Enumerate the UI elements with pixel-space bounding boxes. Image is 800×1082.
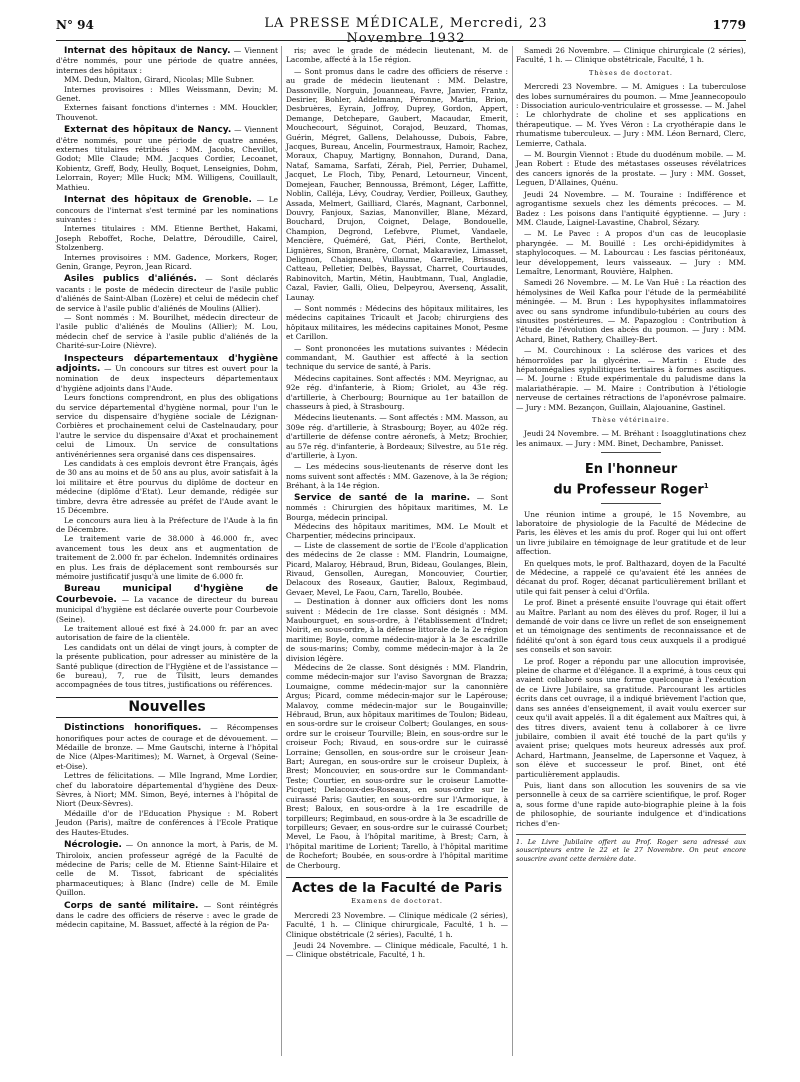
item-text: Le traitement alloué est fixé à 24.000 fr. par an avec autorisation de faire de la clientèle. bbox=[56, 623, 278, 643]
item-paragraph bbox=[286, 493, 508, 522]
paragraph: — Sont promus dans le cadre des officiers de réserve : au grade de médecin lieutenant : MM. Delastre, Dassonville, Norguin, Jouanneau, Favre, Janvier, Frantz, Desirier, Bohler, Addelmann, Péronne, Martin, Brion, Desbruères, Eyrain, Joffroy, Duprey, Gordon, Appert, Demange, Detchepare, Gaubert, Macaudar, Emerit, Mouchecourt, Séguinot, Corajod, Beuzard, Thomas, Guérin, Mégret, Gallens, Delahousse, Dubois, Fabre, Jacques, Bureau, Ancelin, Fourmestraux, Hamoir, Rachez, Moraux, Chapuy, Martigny, Bonnahon, Durand, Dana, Nataf, Samama, Sarfati, Zérah, Piel, Perrier, Duhamel, Jacquet, Le Floch, Tiby, Penard, Letourneur, Vincent, Domejean, Faucher, Bennoussa, Brémont, Léger, Laffitte, Noblin, Calléja, Lévy, Coudray, Verdier, Poilleux, Gauthey, Assada, Melmert, Gailliard, Clarés, Magnant, Carbonnel, Douvry, Fanjoux, Sazias, Manonviller, Blane, Mézard, Bouchard, Drujon, Coignet, Delage, Bondouelle, Champion, Degrond, Lefebvre, Plumet, Vandaele, Mencière, Quéméré, Gat, Piéri, Conte, Berthelot, Lignières, Simon, Branère, Cornat, Makaraviez, Limasset, Delignon, Chaigneau, Vuillaume, Garrelle, Brissaud, Catteau, Pelletier, Delbès, Bayssat, Charret, Courtaudes, Rabinovitch, Martin, Métin, Haubtmann, Tual, Angladie, Cazal, Favier, Galli, Olieu, Delpeyrou, Aversenq, Assalit, Launay. bbox=[286, 66, 508, 302]
news-item bbox=[56, 723, 278, 837]
exam-schedule: Samedi 26 Novembre. — Clinique chirurgicale (2 séries), Faculté, 1 h. — Clinique obstétricale, Faculté, 1 h. bbox=[516, 46, 746, 65]
item-paragraph bbox=[56, 584, 278, 624]
item-paragraph bbox=[56, 624, 278, 643]
column-divider bbox=[281, 46, 282, 1056]
item-text: — Récompenses honorifiques pour actes de courage et de dévouement. — Médaille de bronze. — Mme Gautschi, interne à l'hôpital de Nice (Alpes-Maritimes); M. Warnet, à Orgeval (Seine-et-Oise). bbox=[56, 723, 278, 771]
column-2 bbox=[286, 46, 508, 962]
item-paragraph bbox=[56, 125, 278, 192]
news-item bbox=[56, 584, 278, 689]
thesis-entry: Jeudi 24 Novembre. — M. Bréhant : Isoagglutinations chez les animaux. — Jury : MM. Binet, Dechambre, Panisset. bbox=[516, 429, 746, 448]
page-header bbox=[56, 8, 746, 46]
item-paragraph bbox=[56, 75, 278, 84]
thesis-entry: — M. Bourgin Viennot : Etude du duodénum mobile. — M. Jean Robert : Etude des métastases osseuses révélatrices des cancers ignorés de la prostate. — Jury : MM. Gosset, Leguen, D'Allaines, Quénu. bbox=[516, 150, 746, 188]
thesis-entry: — M. Le Pavec : A propos d'un cas de leucoplasie pharyngée. — M. Bouillé : Les orchi-épididymites à staphylocoques. — M. Labourcau : Les fascias péritonéaux, leur développement, leurs vaisseaux. — Jury : MM. Lemaître, Lenormant, Rouvière, Halphen. bbox=[516, 229, 746, 276]
paragraph: ris; avec le grade de médecin lieutenant, M. de Lacombe, affecté à la 15e région. bbox=[286, 46, 508, 65]
paragraph: Médecins capitaines. Sont affectés : MM. Meyrignac, au 92e rég. d'infanterie, à Riom; Griolet, au 43e rég. d'artillerie, à Cherbourg; Bournique au 1er bataillon de chasseurs à pied, à Strasbourg. bbox=[286, 373, 508, 412]
item-title: Bureau municipal d'hygiène de Courbevoie. bbox=[56, 584, 278, 605]
separator-rule bbox=[601, 452, 661, 453]
exam-schedule: Mercredi 23 Novembre. — Clinique médicale (2 séries), Faculté, 1 h. — Clinique chirurgicale, Faculté, 1 h. — Clinique obstétricale (2 séries), Faculté, 1 h. bbox=[286, 910, 508, 939]
item-text: Médaille d'or de l'Education Physique : M. Robert Jeudon (Paris), maître de conférences à l'Ecole Pratique des Hautes-Etudes. bbox=[56, 808, 278, 837]
item-text: Externes faisant fonctions d'internes : MM. Houckler, Thouvenot. bbox=[56, 103, 278, 122]
item-text: — Destination à donner aux officiers dont les noms suivent : Médecin de 1re classe. Sont désignés : MM. Maubourguet, en sous-ordre, à l'établissement d'Indret; Noirit, en sous-ordre, à la défense littorale de la 2e région maritime; Boyle, comme médecin-major à la 3e escadrille de sous-marins; Comby, comme médecin-major à la 2e division légère. bbox=[286, 597, 508, 663]
item-paragraph bbox=[56, 643, 278, 690]
article-title-honneur bbox=[516, 461, 746, 498]
item-text: Leurs fonctions comprendront, en plus des obligations du service départemental d'hygiène normal, pour l'un le service du dispensaire d'hygiène sociale de Lézignan-Corbières et prochainement celui de Castelnaudary, pour l'autre le service du dispensaire d'Axat et prochainement celui de Limoux. Un service de consultations antivénériennes sera organisé dans ces dispensaires. bbox=[56, 393, 278, 459]
paragraph: — Sont prononcées les mutations suivantes : Médecin commandant, M. Gauthier est affecté à la section technique du service de santé, à Paris. bbox=[286, 343, 508, 372]
item-text: — On annonce la mort, à Paris, de M. Thiroloix, ancien professeur agrégé de la Faculté de médecine de Paris; celle de M. Etienne Saint-Hilaire et celle de M. Tissot, fabricant de spécialités pharmaceutiques; à Blanc (Indre) celle de M. Emile Quillon. bbox=[56, 840, 278, 898]
item-paragraph bbox=[56, 253, 278, 272]
item-title: Inspecteurs départementaux d'hygiène adjoints. bbox=[56, 353, 278, 374]
paragraph: — Sont nommés : Médecins des hôpitaux militaires, les médecins capitaines Tricault et Jacob; chirurgiens des hôpitaux militaires, les médecins capitaines Monot, Pesme et Carillon. bbox=[286, 303, 508, 342]
item-paragraph bbox=[56, 771, 278, 809]
article-paragraph: Puis, liant dans son allocution les souvenirs de sa vie personnelle à ceux de sa carrière scientifique, le prof. Roger a, sous forme d'une rapide auto-biographie pleine à la fois de philosophie, de souriante indulgence et d'indications riches d'en- bbox=[516, 780, 746, 828]
item-text: MM. Dedun, Malton, Girard, Nicolas; Mlle Subner. bbox=[64, 75, 255, 85]
item-paragraph bbox=[56, 723, 278, 771]
item-title: Asiles publics d'aliénés. bbox=[64, 274, 197, 285]
theses-heading: Thèses de doctorat. bbox=[589, 68, 673, 77]
article-paragraph: Le prof. Binet a présenté ensuite l'ouvrage qui était offert au Maître. Parlant au nom des élèves du prof. Roger, il lui a demandé de voir dans ce livre un reflet de son enseignement et un témoignage des sentiments de reconnaissance et de fidélité qu'ont à son égard tous ceux auxquels il a prodigué ses conseils et son savoir. bbox=[516, 598, 746, 655]
column-3 bbox=[516, 46, 746, 863]
item-title: Nécrologie. bbox=[64, 840, 122, 851]
footnote-marker: 1 bbox=[703, 482, 709, 491]
news-item bbox=[56, 901, 278, 930]
item-text: Internes provisoires : Mlles Weissmann, Devin; M. Genet. bbox=[56, 84, 278, 104]
item-paragraph bbox=[56, 274, 278, 313]
item-paragraph bbox=[56, 85, 278, 104]
item-paragraph bbox=[56, 46, 278, 75]
item-paragraph bbox=[56, 534, 278, 581]
issue-number: N° 94 bbox=[56, 18, 94, 32]
item-text: Médecins de 2e classe. Sont désignés : MM. Flandrin, comme médecin-major sur l'aviso Savorgnan de Brazza; Loumaigne, comme médecin-major sur la canonnière Argus; Picard, comme médecin-major sur le Lapérouse; Malavoy, comme médecin-major sur le Bougainville; Hébraud, Brun, aux hôpitaux maritimes de Toulon; Bideau, en sous-ordre sur le croiseur Colbert; Goulanges, en sous-ordre sur le croiseur Tourville; Blein, en sous-ordre sur le croiseur Foch; Rivaud, en sous-ordre sur le cuirassé Lorraine; Gensollen, en sous-ordre sur le croiseur Jean-Bart; Auregan, en sous-ordre sur le croiseur Dupleix, à Brest; Moncouvier, en sous-ordre sur le Commandant-Teste; Courtier, en sous-ordre sur le croiseur Lamotte-Picquet; Delacoux-des-Roseaux, en sous-ordre sur le cuirassé Paris; Gautier, en sous-ordre sur l'Armorique, à Brest; Baloux, en sous-ordre à la 1re escadrille de torpilleurs; Regimbaud, en sous-ordre à la 3e escadrille de torpilleurs; Gevaer, en sous-ordre sur le cuirassé Courbet; Mevel, Le Faou, à l'hôpital maritime, à Brest; Carn, à l'hôpital maritime de Lorient; Tarello, à l'hôpital maritime de Rochefort; Boubée, en sous-ordre à l'hôpital maritime de Cherbourg. bbox=[286, 663, 508, 870]
item-text: — Viennent d'être nommés, pour une période de quatre années, internes des hôpitaux : bbox=[56, 46, 278, 75]
article-paragraph: Le prof. Roger a répondu par une allocution improvisée, pleine de charme et d'élégance. Il a exprimé, à tous ceux qui avaient collaboré sous une forme quelconque à l'exécution de ce Livre Jubilaire, sa gratitude. Parcourant les articles écrits dans cet ouvrage, il a indiqué brièvement l'action que, dans ses années d'enseignement, il avait voulu exercer sur ceux qu'il avait appelés. Il a dit également aux Maîtres qui, à des titres divers, avaient tenu à collaborer à ce livre jubilaire, combien il avait été touché de la part qu'ils y avaient prise; quelques mots heureux adressés aux prof. Achard, Hartmann, Jeanselme, de Lapersonne et Vaquez, à son élève et successeur le prof. Binet, ont été particulièrement applaudis. bbox=[516, 656, 746, 779]
item-paragraph bbox=[56, 459, 278, 515]
item-paragraph bbox=[56, 354, 278, 394]
article-paragraph: Une réunion intime a groupé, le 15 Novembre, au laboratoire de physiologie de la Faculté de Médecine de Paris, les élèves et les amis du prof. Roger qui lui ont offert un livre jubilaire en témoignage de leur gratitude et de leur affection. bbox=[516, 509, 746, 557]
item-title: Corps de santé militaire. bbox=[64, 900, 199, 911]
item-paragraph bbox=[56, 840, 278, 897]
item-title: Service de santé de la marine. bbox=[294, 492, 471, 503]
item-text: Internes provisoires : MM. Gadence, Morkers, Roger, Genin, Grange, Peyron, Jean Ricard. bbox=[56, 252, 278, 271]
news-item bbox=[56, 840, 278, 897]
item-text: — Liste de classement de sortie de l'Ecole d'application des médecins de 2e classe : MM. Flandrin, Loumaigne, Picard, Malaroy, Hébraud, Brun, Bideau, Goulanges, Blein, Rivaud, Gensollen, Auregan, Moncouvier, Courtier, Delacoux des Roseaux, Gautier, Baloux, Regimbaud, Gevaer, Mevel, Le Faou, Carn, Tarello, Boubée. bbox=[286, 540, 508, 597]
paragraph: Médecins lieutenants. — Sont affectés : MM. Masson, au 309e rég. d'artillerie, à Strasbourg; Boyer, au 402e rég. d'artillerie de défense contre aéronefs, à Metz; Brochier, au 57e rég. d'infanterie, à Bordeaux; Silvestre, au 51e rég. d'artillerie, à Lyon. bbox=[286, 413, 508, 461]
item-paragraph bbox=[56, 195, 278, 224]
thesis-entry: Mercredi 23 Novembre. — M. Amigues : La tuberculose des lobes surnuméraires du poumon. — Mme Jeannecopoulo : Dissociation auriculo-ventriculaire et grossesse. — M. Jahel : Le chlorhydrate de choline et ses applications en thérapeutique. — M. Yves Véron : La cryothérapie dans le rhumatisme tuberculeux. — Jury : MM. Léon Bernard, Clerc, Lemierre, Cathala. bbox=[516, 82, 746, 148]
column-1 bbox=[56, 46, 278, 933]
item-paragraph bbox=[286, 541, 508, 597]
item-text: — Viennent d'être nommés, pour une période de quatre années, externes titulaires rétribués : MM. Jacobs, Chevillot, Godot; Mlle Claude; MM. Jacques Cordier, Lecoanet, Kobientz, Greff, Body, Heully, Boquet, Lenseignies, Dohm, Lelorrain, Royer; Mlle Huck; MM. Willigens, Couillault, Mathieu. bbox=[56, 125, 279, 192]
section-title-actes: Actes de la Faculté de Paris bbox=[286, 877, 508, 893]
item-title: Distinctions honorifiques. bbox=[64, 723, 202, 734]
thesis-entry: Samedi 26 Novembre. — M. Le Van Huê : La réaction des hémolysines de Weil Kafka pour l'étude de la perméabilité méningée. — M. Brun : Les hypophysites inflammatoires avec ou sans syndrome infundibulo-tubérien au cours des sinusites postérieures. — M. Papazoglou : Contribution à l'étude de l'évolution des abcès du poumon. — Jury : MM. Achard, Binet, Rathery, Chailley-Bert. bbox=[516, 278, 746, 344]
footnote: 1. Le Livre Jubilaire offert au Prof. Roger sera adressé aux souscripteurs entre le 22 et le 27 Novembre. On peut encore souscrire avant cette dernière date. bbox=[516, 834, 746, 863]
item-text: — Le concours de l'internat s'est terminé par les nominations suivantes : bbox=[56, 195, 278, 224]
item-paragraph bbox=[286, 597, 508, 663]
item-text: — La vacance de directeur du bureau municipal d'hygiène est déclarée ouverte pour Courbevoie (Seine). bbox=[56, 594, 278, 624]
item-paragraph bbox=[286, 663, 508, 870]
separator-rule bbox=[601, 503, 661, 504]
news-item bbox=[56, 354, 278, 582]
item-text: — Sont déclarés vacants : le poste de médecin directeur de l'asile public d'aliénés de Saint-Alban (Lozère) et celui de médecin chef de service à l'asile public d'aliénés de Moulins (Allier). bbox=[56, 274, 278, 313]
thesis-entry: — M. Courchinoux : La sclérose des varices et des hémorroïdes par la glycérine. — Martin : Etude des hépatomégalies syphilitiques tertiaires à formes ascitiques. — M. Journe : Etude expérimentale du paludisme dans la malariathérapie. — M. Maire : Contribution à l'étiologie nerveuse de certaines rétractions de l'aponévrose palmaire. — Jury : MM. Bezançon, Guillain, Alajouanine, Gastinel. bbox=[516, 346, 746, 412]
examens-heading: Examens de doctorat. bbox=[351, 897, 443, 906]
item-text: Lettres de félicitations. — Mlle Ingrand, Mme Lordier, chef du laboratoire départemental d'hygiène des Deux-Sèvres, à Niort; MM. Simon, Beyé, internes à l'hôpital de Niort (Deux-Sèvres). bbox=[56, 771, 278, 809]
header-rule bbox=[56, 40, 746, 41]
article-title-text: du Professeur Roger bbox=[553, 482, 704, 498]
item-text: Médecins des hôpitaux maritimes, MM. Le Moult et Charpentier, médecins principaux. bbox=[286, 521, 508, 541]
item-text: Les candidats ont un délai de vingt jours, à compter de la présente publication, pour adresser au ministère de la Santé publique (direction de l'Hygiène et de l'assistance — 6e bureau), 7, rue de Tilsitt, leurs demandes accompagnées de tous titres, justifications ou références. bbox=[56, 642, 278, 690]
paragraph: — Les médecins sous-lieutenants de réserve dont les noms suivent sont affectés : MM. Gazenove, à la 3e région; Bréhant, à la 14e région. bbox=[286, 462, 508, 491]
item-paragraph bbox=[56, 224, 278, 252]
item-paragraph bbox=[56, 103, 278, 122]
news-item bbox=[56, 195, 278, 271]
item-text: Le traitement varie de 38.000 à 46.000 fr., avec avancement tous les deux ans et augmentation de traitement de 2.000 fr. par échelon. Indemnités ordinaires en plus. Les frais de déplacement sont remboursés sur mémoire justificatif jusqu'à une limite de 6.000 fr. bbox=[56, 534, 278, 581]
item-title: Internat des hôpitaux de Nancy. bbox=[64, 46, 231, 56]
article-paragraph: En quelques mots, le prof. Balthazard, doyen de la Faculté de Médecine, a rappelé ce qu'avaient été les années de décanat du prof. Roger, décanat particulièrement brillant et utile qui fait penser à celui d'Orfila. bbox=[516, 558, 746, 596]
item-text: — Sont réintégrés dans le cadre des officiers de réserve : avec le grade de médecin capitaine, M. Bassuet, affecté à la région de Pa- bbox=[56, 900, 278, 930]
item-paragraph bbox=[56, 901, 278, 930]
item-paragraph bbox=[286, 522, 508, 541]
item-paragraph bbox=[56, 809, 278, 837]
news-item bbox=[56, 46, 278, 122]
thesis-entry: Jeudi 24 Novembre. — M. Touraine : Indifférence et agrogantisme sexuels chez les déments précoces. — M. Badez : Les poisons dans l'antiquité égyptienne. — Jury : MM. Claude, Laignel-Lavastine, Chabrol, Sézary. bbox=[516, 189, 746, 227]
item-text: Les candidats à ces emplois devront être Français, âgés de 30 ans au moins et de 50 ans au plus, avoir satisfait à la loi militaire et être pourvus du diplôme de docteur en médecine (diplôme d'Etat). Leur demande, rédigée sur timbre, devra être adressée au préfet de l'Aude avant le 15 Décembre. bbox=[56, 459, 278, 516]
item-text: — Sont nommés : Chirurgien des hôpitaux maritimes, M. Le Bourga, médecin principal. bbox=[286, 492, 509, 522]
item-text: Le concours aura lieu à la Préfecture de l'Aude à la fin de Décembre. bbox=[56, 515, 278, 534]
exam-schedule: Jeudi 24 Novembre. — Clinique médicale, Faculté, 1 h. — Clinique obstétricale, Faculté, 1 h. bbox=[286, 940, 508, 960]
news-item bbox=[56, 125, 278, 192]
column-divider bbox=[512, 46, 513, 1056]
article-title-line-1: En l'honneur bbox=[584, 462, 678, 478]
item-paragraph bbox=[56, 313, 278, 351]
journal-title: LA PRESSE MÉDICALE, Mercredi, 23 Novembre 1932 bbox=[264, 16, 548, 46]
item-text: — Sont nommés : M. Bourilhet, médecin directeur de l'asile public d'aliénés de Moulins (Allier); M. Lou, médecin chef de service à l'asile public d'aliénés de la Charité-sur-Loire (Nièvre). bbox=[56, 312, 278, 351]
item-text: Internes titulaires : MM. Etienne Berthet, Hakami, Joseph Reboffet, Roche, Delattre, Déroudille, Cairel, Stolzenberg. bbox=[56, 224, 278, 253]
section-title-nouvelles: Nouvelles bbox=[56, 697, 278, 718]
vet-thesis-heading: Thèse vétérinaire. bbox=[592, 416, 670, 425]
news-item bbox=[286, 493, 508, 870]
page-number: 1779 bbox=[712, 18, 746, 32]
item-paragraph bbox=[56, 393, 278, 459]
item-title: Externat des hôpitaux de Nancy. bbox=[64, 125, 232, 136]
item-title: Internat des hôpitaux de Grenoble. bbox=[64, 195, 252, 206]
item-paragraph bbox=[56, 516, 278, 535]
article-title-line-2 bbox=[516, 478, 746, 498]
news-item bbox=[56, 274, 278, 350]
item-text: — Un concours sur titres est ouvert pour la nomination de deux inspecteurs départementaux d'hygiène adjoints dans l'Aude. bbox=[56, 364, 278, 393]
